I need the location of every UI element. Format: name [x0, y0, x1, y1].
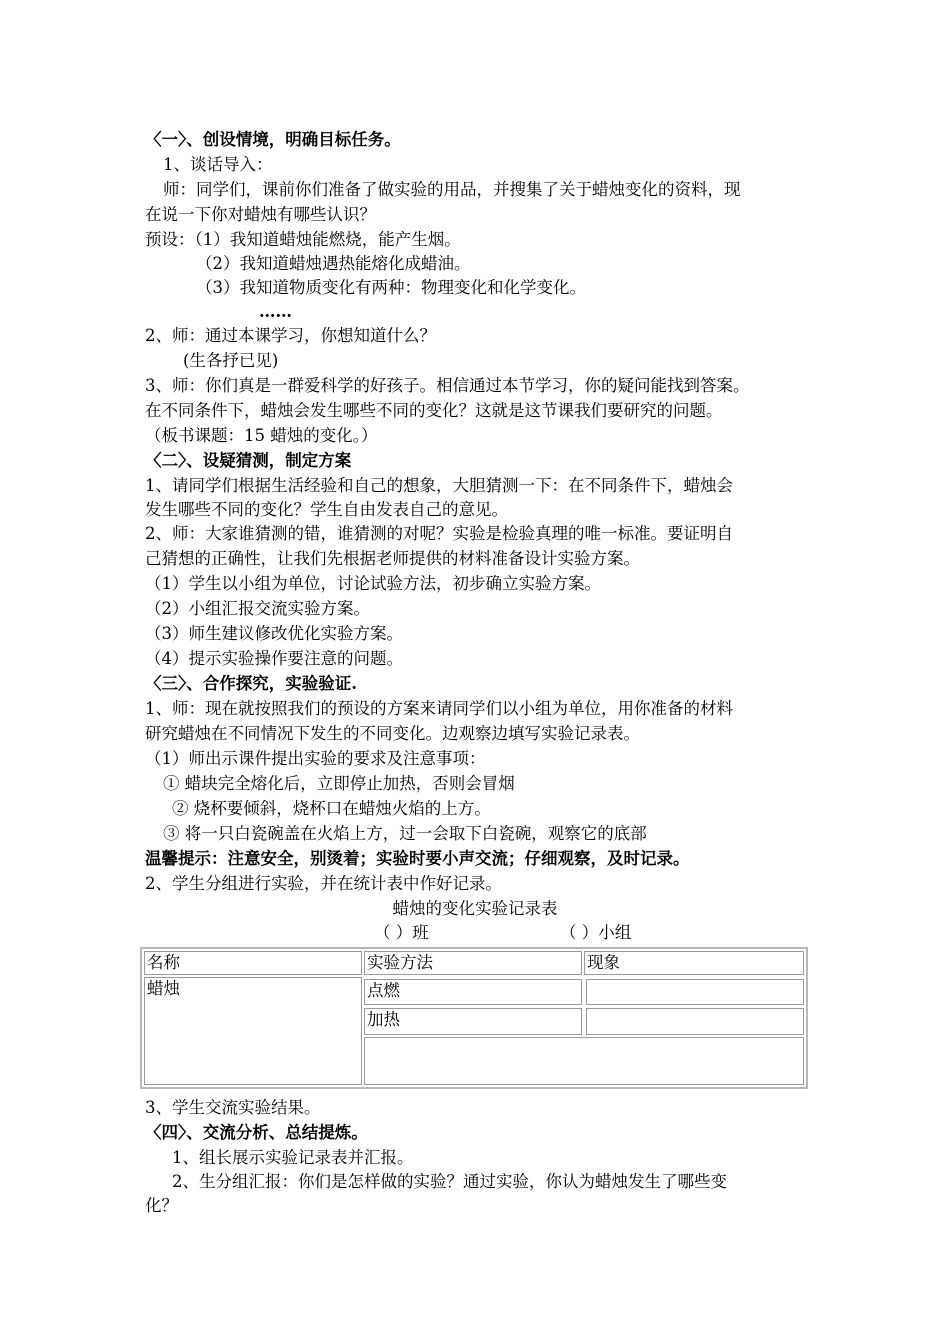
- extra-row-cell[interactable]: [364, 1037, 804, 1085]
- record-table: [140, 947, 808, 1089]
- text-line: 2、师：通过本课学习，你想知道什么？: [145, 326, 436, 345]
- text-line: （1）师出示课件提出实验的要求及注意事项：: [145, 749, 486, 768]
- text-line: （3）师生建议修改优化实验方案。: [145, 624, 403, 643]
- class-label: （ ）班: [374, 923, 429, 942]
- table-title: 蜡烛的变化实验记录表: [392, 899, 558, 918]
- group-label: （ ）小组: [560, 923, 632, 942]
- text-line: 3、学生交流实验结果。: [145, 1098, 321, 1117]
- method-ignite: 点燃: [364, 979, 582, 1005]
- text-line: 师：同学们，课前你们准备了做实验的用品，并搜集了关于蜡烛变化的资料，现: [163, 180, 741, 199]
- section-1-heading: 〈一〉、创设情境，明确目标任务。: [145, 130, 401, 149]
- text-line: 2、师：大家谁猜测的错，谁猜测的对呢？实验是检验真理的唯一标准。要证明自: [145, 524, 733, 543]
- text-line: （4）提示实验操作要注意的问题。: [145, 649, 403, 668]
- phenomenon-ignite[interactable]: [586, 979, 804, 1005]
- text-line: （2）小组汇报交流实验方案。: [145, 599, 370, 618]
- ellipsis: ……: [259, 302, 292, 321]
- text-line: 1、组长展示实验记录表并汇报。: [172, 1148, 414, 1167]
- text-line: 研究蜡烛在不同情况下发生的不同变化。边观察边填写实验记录表。: [145, 724, 640, 743]
- text-line: （2）我知道蜡烛遇热能熔化成蜡油。: [196, 254, 471, 273]
- text-line: 1、谈话导入：: [163, 155, 273, 174]
- header-method: 实验方法: [364, 951, 582, 975]
- text-line: ① 蜡块完全熔化后，立即停止加热，否则会冒烟: [163, 774, 515, 793]
- text-line: 在说一下你对蜡烛有哪些认识？: [145, 205, 376, 224]
- text-line: 1、师：现在就按照我们的预设的方案来请同学们以小组为单位，用你准备的材料: [145, 699, 733, 718]
- header-name: 名称: [144, 951, 362, 975]
- section-2-heading: 〈二〉、设疑猜测，制定方案: [145, 451, 352, 470]
- phenomenon-heat[interactable]: [586, 1008, 804, 1035]
- text-line: （板书课题：15 蜡烛的变化。）: [145, 426, 378, 445]
- text-line: 2、生分组汇报：你们是怎样做的实验？通过实验，你认为蜡烛发生了哪些变: [172, 1172, 727, 1191]
- section-4-heading: 〈四〉、交流分析、总结提炼。: [145, 1123, 368, 1142]
- text-line: ② 烧杯要倾斜，烧杯口在蜡烛火焰的上方。: [172, 799, 491, 818]
- text-line: 己猜想的正确性，让我们先根据老师提供的材料准备设计实验方案。: [145, 549, 640, 568]
- text-line: （3）我知道物质变化有两种：物理变化和化学变化。: [196, 278, 586, 297]
- text-line: ③ 将一只白瓷碗盖在火焰上方，过一会取下白瓷碗，观察它的底部: [163, 824, 647, 843]
- header-phenomenon: 现象: [584, 951, 804, 975]
- text-line: 在不同条件下，蜡烛会发生哪些不同的变化？这就是这节课我们要研究的问题。: [145, 401, 723, 420]
- text-line: (生各抒已见): [183, 351, 279, 370]
- section-3-heading: 〈三〉、合作探究，实验验证.: [145, 674, 357, 693]
- row-name-cell: 蜡烛: [144, 977, 362, 1085]
- text-line: 2、学生分组进行实验，并在统计表中作好记录。: [145, 874, 502, 893]
- text-line: 化？: [145, 1196, 178, 1215]
- text-line: （1）学生以小组为单位，讨论试验方法，初步确立实验方案。: [145, 574, 601, 593]
- text-line: 发生哪些不同的变化？学生自由发表自己的意见。: [145, 500, 508, 519]
- warm-tip: 温馨提示：注意安全，别烫着；实验时要小声交流；仔细观察，及时记录。: [145, 849, 690, 868]
- method-heat: 加热: [364, 1008, 582, 1035]
- text-line: 预设：（1）我知道蜡烛能燃烧，能产生烟。: [145, 230, 461, 249]
- text-line: 3、师：你们真是一群爱科学的好孩子。相信通过本节学习，你的疑问能找到答案。: [145, 376, 750, 395]
- text-line: 1、请同学们根据生活经验和自己的想象，大胆猜测一下：在不同条件下，蜡烛会: [145, 476, 733, 495]
